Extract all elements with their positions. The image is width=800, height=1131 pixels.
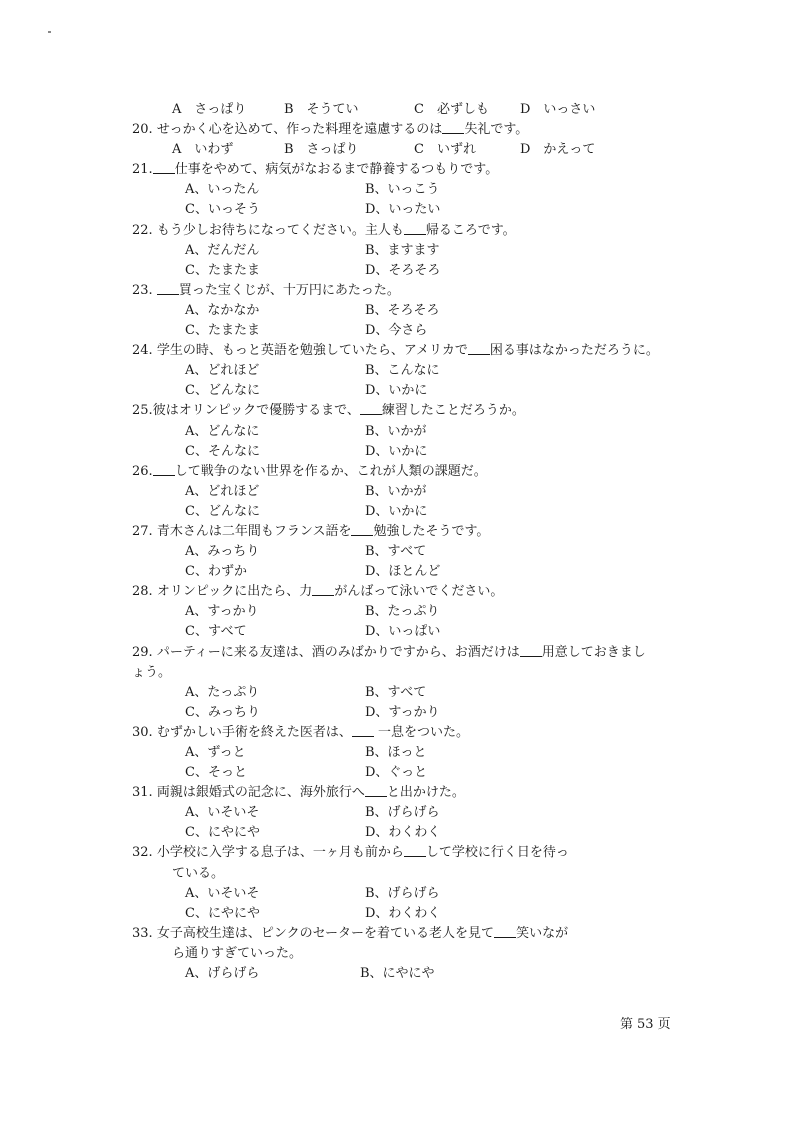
answer-blank (351, 522, 373, 536)
q22-options-ab (132, 241, 692, 261)
q19-option-d: D いっさい (520, 102, 596, 117)
q25-stem: 25.彼はオリンピックで優勝するまで、 練習したことだろうか。 (132, 403, 525, 419)
q24-option-a: A、どれほど (185, 363, 260, 379)
q30-stem: 30. むずかしい手術を終えた医者は、 一息をついた。 (132, 724, 469, 740)
q19-option-b: B そうてい (284, 102, 359, 117)
q25-option-a: A、どんなに (185, 423, 260, 439)
q30-option-b: B、ほっと (365, 745, 427, 760)
q25-option-b: B、いかが (365, 423, 427, 439)
q28-options-ab (132, 602, 692, 622)
q20-stem: 20. せっかく心を込めて、作った料理を遠慮するのは 失礼です。 (132, 122, 529, 138)
q29-stem-cont: ょう。 (132, 664, 172, 680)
q31-option-b: B、げらげら (365, 805, 440, 821)
q24-option-d: D、いかに (365, 383, 428, 399)
q23-option-c: C、たまたま (185, 323, 260, 339)
q22-option-b: B、ますます (365, 242, 440, 258)
q24-stem: 24. 学生の時、もっと英語を勉強していたら、アメリカで 困る事はなかっただろうに。 (132, 343, 659, 359)
q33-stem: 33. 女子高校生達は、ピンクのセーターを着ている老人を見て 笑いなが (132, 925, 569, 941)
question-number: 30. (132, 724, 153, 740)
q29-options-cd (132, 703, 692, 723)
q22-option-c: C、たまたま (185, 262, 260, 278)
q31-stem: 31. 両親は銀婚式の記念に、海外旅行へ と出かけた。 (132, 785, 465, 801)
answer-blank (494, 924, 516, 938)
q26-option-b: B、いかが (365, 483, 427, 499)
q25-options-cd (132, 442, 692, 462)
page-footer (620, 1013, 675, 1032)
q20-option-c: C いずれ (414, 142, 476, 158)
question-number: 22. (132, 222, 153, 238)
q27-stem: 27. 青木さんは二年間もフランス語を 勉強したそうです。 (132, 523, 490, 539)
q30-option-c: C、そっと (185, 765, 247, 781)
q19-options (132, 100, 692, 120)
answer-blank (360, 401, 382, 415)
question-number: 24. (132, 343, 153, 359)
q24-options-cd (132, 381, 692, 401)
q32-stem: 32. 小学校に入学する息子は、一ヶ月も前から して学校に行く日を待っ (132, 845, 569, 861)
q28-options-cd (132, 622, 692, 642)
q19-option-a: A さっぱり (172, 102, 247, 117)
q22-stem: 22. もう少しお待ちになってください。主人も 帰るころです。 (132, 222, 516, 238)
q30-options-cd (132, 763, 692, 783)
question-list (132, 100, 692, 984)
q32-option-c: C、にやにや (185, 905, 260, 921)
q32-option-d: D、わくわく (365, 905, 441, 921)
q32-option-b: B、げらげら (365, 885, 440, 901)
q33-option-b: B、にやにや (360, 966, 435, 982)
q29-option-a: A、たっぷり (185, 684, 260, 700)
q28-stem: 28. オリンピックに出たら、力 がんばって泳いでください。 (132, 584, 504, 600)
q30-options-ab (132, 743, 692, 763)
q23-options-cd (132, 321, 692, 341)
page-suffix: 页 (657, 1017, 671, 1032)
page-number: 53 (637, 1017, 654, 1032)
answer-blank (157, 281, 179, 295)
answer-blank (520, 643, 542, 657)
question-number: 29. (132, 644, 153, 660)
q24-option-c: C、どんなに (185, 383, 260, 399)
question-number: 26. (132, 463, 153, 479)
q21-option-a: A、いったん (185, 182, 260, 198)
q23-option-d: D、今さら (365, 323, 428, 339)
q29-option-b: B、すべて (365, 684, 427, 700)
q20-options (132, 140, 692, 160)
q20-option-b: B さっぱり (284, 142, 359, 158)
q21-option-b: B、いっこう (365, 182, 440, 198)
question-number: 21. (132, 162, 153, 178)
answer-blank (404, 221, 426, 235)
answer-blank (312, 582, 334, 596)
answer-blank (153, 160, 175, 174)
q22-options-cd (132, 261, 692, 281)
q28-option-b: B、たっぷり (365, 604, 440, 620)
q19-option-c: C 必ずしも (414, 102, 489, 117)
scan-speck (48, 31, 51, 33)
q29-options-ab (132, 683, 692, 703)
q33-options-ab (132, 964, 692, 984)
q23-option-a: A、なかなか (185, 302, 260, 318)
q20-option-d: D かえって (520, 142, 596, 158)
q21-option-d: D、いったい (365, 202, 441, 218)
answer-blank (352, 723, 374, 737)
q21-options-ab (132, 180, 692, 200)
q21-options-cd (132, 200, 692, 220)
q27-option-d: D、ほとんど (365, 564, 441, 580)
question-number: 28. (132, 584, 153, 600)
question-number: 27. (132, 523, 153, 539)
answer-blank (153, 462, 175, 476)
q27-option-b: B、すべて (365, 544, 427, 560)
q28-option-d: D、いっぱい (365, 624, 441, 640)
q31-option-c: C、にやにや (185, 825, 260, 841)
q30-option-a: A、ずっと (185, 745, 246, 760)
q33-option-a: A、げらげら (185, 966, 260, 982)
q29-stem: 29. パーティーに来る友達は、酒のみばかりですから、お酒だけは 用意しておきまし (132, 644, 646, 660)
q24-option-b: B、こんなに (365, 363, 440, 379)
q27-option-c: C、わずか (185, 564, 247, 580)
q27-options-cd (132, 562, 692, 582)
q23-stem: 23. 買った宝くじが、十万円にあたった。 (132, 282, 400, 298)
q27-option-a: A、みっちり (185, 544, 260, 560)
q31-option-d: D、わくわく (365, 825, 441, 841)
page-prefix: 第 (620, 1017, 634, 1032)
q26-stem: 26. して戦争のない世界を作るか、これが人類の課題だ。 (132, 463, 487, 479)
question-number: 33. (132, 925, 153, 941)
question-number: 31. (132, 785, 153, 801)
answer-blank (365, 783, 387, 797)
q29-option-c: C、みっちり (185, 704, 260, 720)
q21-stem: 21. 仕事をやめて、病気がなおるまで静養するつもりです。 (132, 162, 499, 178)
answer-blank (442, 120, 464, 134)
question-number: 25. (132, 403, 153, 419)
q28-option-c: C、すべて (185, 624, 247, 640)
q26-option-a: A、どれほど (185, 483, 260, 499)
q23-options-ab (132, 301, 692, 321)
q26-option-d: D、いかに (365, 503, 428, 519)
q22-option-d: D、そろそろ (365, 262, 441, 278)
question-number: 32. (132, 845, 153, 861)
q21-option-c: C、いっそう (185, 202, 260, 218)
q32-stem-cont: ている。 (172, 865, 225, 881)
question-number: 23. (132, 282, 153, 298)
q25-option-c: C、そんなに (185, 443, 260, 459)
q24-options-ab (132, 361, 692, 381)
question-number: 20. (132, 122, 153, 138)
q26-options-ab (132, 482, 692, 502)
q22-option-a: A、だんだん (185, 242, 260, 258)
q28-option-a: A、すっかり (185, 604, 259, 620)
q31-options-cd (132, 823, 692, 843)
q32-option-a: A、いそいそ (185, 885, 260, 901)
q26-option-c: C、どんなに (185, 503, 260, 519)
answer-blank (404, 843, 426, 857)
q31-options-ab (132, 803, 692, 823)
answer-blank (468, 341, 490, 355)
q23-option-b: B、そろそろ (365, 302, 440, 318)
q27-options-ab (132, 542, 692, 562)
q25-options-ab (132, 422, 692, 442)
q31-option-a: A、いそいそ (185, 805, 260, 821)
q33-stem-cont: ら通りすぎていった。 (172, 945, 303, 961)
q25-option-d: D、いかに (365, 443, 428, 459)
q20-option-a: A いわず (172, 142, 234, 158)
q32-options-ab (132, 884, 692, 904)
q29-option-d: D、すっかり (365, 704, 440, 720)
q32-options-cd (132, 904, 692, 924)
q26-options-cd (132, 502, 692, 522)
q30-option-d: D、ぐっと (365, 765, 428, 781)
